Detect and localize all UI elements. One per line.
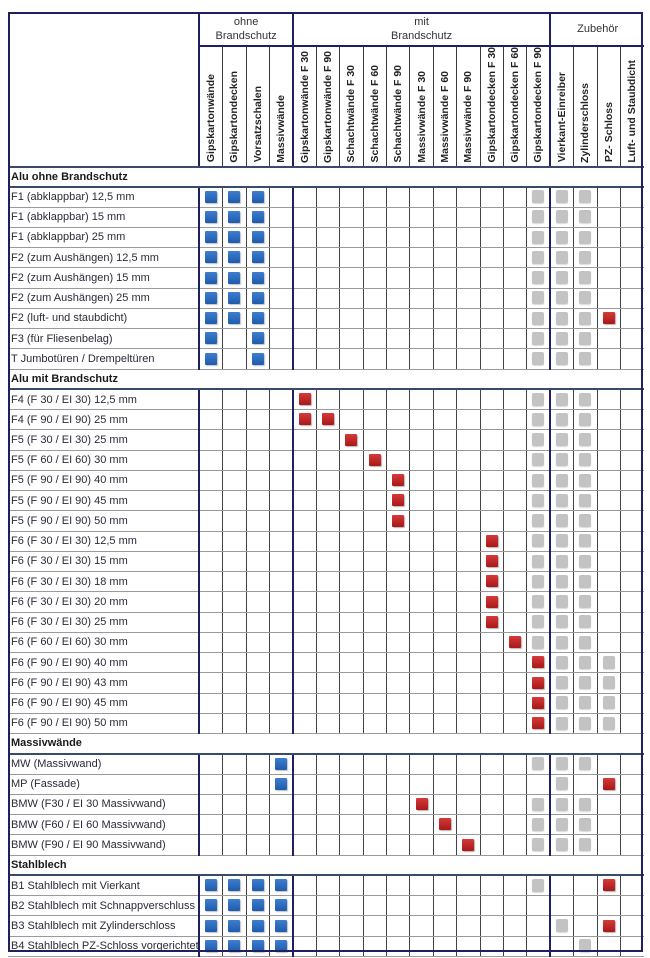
row-label: B2 Stahlblech mit Schnappverschluss <box>8 896 199 916</box>
row-label: B3 Stahlblech mit Zylinderschloss <box>8 916 199 936</box>
column-header-label: Gipskartonwände F 90 <box>321 50 334 163</box>
row-label: F2 (zum Aushängen) 25 mm <box>8 288 199 308</box>
row-label: BMW (F60 / EI 60 Massivwand) <box>8 815 199 835</box>
column-header-label: Gipskartondecken <box>228 70 241 163</box>
column-header-label: Gipskartondecken F 30 <box>485 47 498 163</box>
column-header-label: Vorsatzschalen <box>251 86 264 163</box>
column-header-label: Zylinderschloss <box>579 82 592 163</box>
row-label: F1 (abklappbar) 12,5 mm <box>8 187 199 207</box>
column-header-label: Gipskartonwände <box>205 74 218 163</box>
group-label-line1: ohne <box>233 15 259 28</box>
row-label: F6 (F 90 / EI 90) 50 mm <box>8 713 199 733</box>
row-label: F5 (F 60 / EI 60) 30 mm <box>8 450 199 470</box>
row-label: F2 (luft- und staubdicht) <box>8 308 199 328</box>
row-label: F6 (F 30 / EI 30) 15 mm <box>8 551 199 571</box>
group-label-line1: mit <box>414 15 429 28</box>
column-header-label: Gipskartonwände F 30 <box>298 50 311 163</box>
column-header-label: Massivwände F 90 <box>462 70 475 163</box>
column-header-label: Gipskartondecken F 90 <box>532 47 545 163</box>
row-label: MW (Massivwand) <box>8 754 199 774</box>
section-title: Alu mit Brandschutz <box>8 369 644 389</box>
section-title: Massivwände <box>8 734 644 754</box>
row-label: F5 (F 90 / EI 90) 45 mm <box>8 491 199 511</box>
row-label: BMW (F30 / EI 30 Massivwand) <box>8 794 199 814</box>
row-label: F4 (F 30 / EI 30) 12,5 mm <box>8 389 199 409</box>
column-header-label: Luft- und Staubdicht <box>626 59 639 163</box>
column-header-label: Massivwände <box>274 94 287 163</box>
row-label: F6 (F 90 / EI 90) 43 mm <box>8 673 199 693</box>
column-header-label: Vierkant-Einreiber <box>556 72 569 163</box>
row-label: F5 (F 30 / EI 30) 25 mm <box>8 430 199 450</box>
row-label: B1 Stahlblech mit Vierkant <box>8 875 199 895</box>
row-label: F5 (F 90 / EI 90) 40 mm <box>8 470 199 490</box>
row-label: F3 (für Fliesenbelag) <box>8 329 199 349</box>
table-outer-border <box>8 12 643 952</box>
column-header-label: PZ- Schloss <box>602 102 615 163</box>
row-label: T Jumbotüren / Drempeltüren <box>8 349 199 369</box>
row-label: F1 (abklappbar) 15 mm <box>8 207 199 227</box>
row-label: F6 (F 30 / EI 30) 18 mm <box>8 572 199 592</box>
column-header-label: Schachtwände F 30 <box>345 65 358 163</box>
column-header-label: Schachtwände F 90 <box>392 65 405 163</box>
row-label: B4 Stahlblech PZ-Schloss vorgerichtet <box>8 936 199 956</box>
row-label: F6 (F 90 / EI 90) 45 mm <box>8 693 199 713</box>
row-label: F6 (F 30 / EI 30) 20 mm <box>8 592 199 612</box>
group-label-line1: Zubehör <box>577 22 619 35</box>
row-label: F4 (F 90 / EI 90) 25 mm <box>8 410 199 430</box>
row-label: F6 (F 30 / EI 30) 25 mm <box>8 612 199 632</box>
row-label: MP (Fassade) <box>8 774 199 794</box>
row-label: F6 (F 90 / EI 90) 40 mm <box>8 653 199 673</box>
row-label: F5 (F 90 / EI 90) 50 mm <box>8 511 199 531</box>
row-label: F6 (F 30 / EI 30) 12,5 mm <box>8 531 199 551</box>
column-header-label: Gipskartondecken F 60 <box>509 47 522 163</box>
row-label: F2 (zum Aushängen) 12,5 mm <box>8 248 199 268</box>
row-label: F6 (F 60 / EI 60) 30 mm <box>8 632 199 652</box>
section-title: Stahlblech <box>8 855 644 875</box>
column-header-label: Massivwände F 60 <box>438 70 451 163</box>
row-label: F1 (abklappbar) 25 mm <box>8 227 199 247</box>
group-label-line2: Brandschutz <box>215 29 277 42</box>
section-title: Alu ohne Brandschutz <box>8 167 644 187</box>
column-header-label: Massivwände F 30 <box>415 70 428 163</box>
group-label-line2: Brandschutz <box>391 29 453 42</box>
row-label: F2 (zum Aushängen) 15 mm <box>8 268 199 288</box>
row-label: BMW (F90 / EI 90 Massivwand) <box>8 835 199 855</box>
column-header-label: Schachtwände F 60 <box>368 65 381 163</box>
